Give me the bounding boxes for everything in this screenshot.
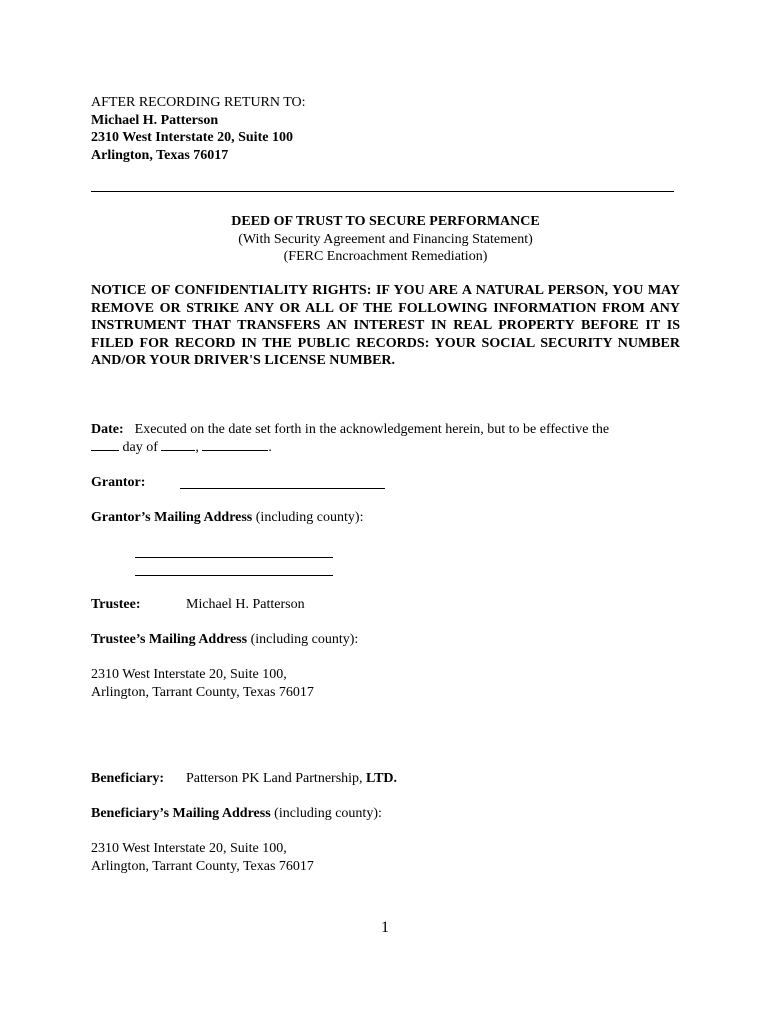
document-subtitle-2: (FERC Encroachment Remediation)	[283, 249, 488, 264]
trustee-address-note: (including county):	[250, 632, 359, 647]
date-period: .	[268, 440, 272, 455]
date-paragraph	[91, 421, 680, 439]
beneficiary-address-heading	[91, 805, 382, 823]
month-blank[interactable]	[161, 449, 195, 451]
grantor-label: Grantor:	[91, 475, 146, 490]
date-label: Date:	[91, 422, 124, 437]
beneficiary-name-suffix: LTD.	[366, 771, 398, 786]
trustee-address-line1: 2310 West Interstate 20, Suite 100,	[91, 667, 287, 682]
beneficiary-name-line	[186, 770, 397, 788]
beneficiary-address-note: (including county):	[274, 806, 382, 821]
grantor-address-heading	[91, 509, 363, 527]
document-subtitle-1: (With Security Agreement and Financing Statement)	[238, 231, 533, 247]
date-text-1: Executed on the date set forth in the acknowledgement herein, but to be effective the	[134, 422, 610, 437]
day-blank[interactable]	[91, 449, 119, 451]
trustee-label: Trustee:	[91, 597, 141, 612]
trustee-address	[91, 666, 314, 701]
trustee-address-line2: Arlington, Tarrant County, Texas 76017	[91, 684, 314, 700]
beneficiary-label: Beneficiary:	[91, 771, 165, 786]
grantor-address-blank-2[interactable]	[135, 575, 333, 576]
return-address-line1: 2310 West Interstate 20, Suite 100	[91, 130, 293, 145]
return-heading: AFTER RECORDING RETURN TO:	[91, 95, 306, 110]
beneficiary-address	[91, 840, 314, 875]
grantor-address-label: Grantor’s Mailing Address	[91, 510, 253, 525]
beneficiary-name: Patterson PK Land Partnership,	[186, 771, 363, 786]
grantor-address-note: (including county):	[255, 510, 364, 525]
date-comma: ,	[195, 440, 199, 455]
return-name: Michael H. Patterson	[91, 112, 219, 128]
date-line-2	[91, 439, 272, 457]
grantor-address-blank-1[interactable]	[135, 557, 333, 558]
confidentiality-notice: NOTICE OF CONFIDENTIALITY RIGHTS: IF YOU ARE A NATURAL PERSON, YOU MAY REMOVE OR STRIKE ANY OR ALL OF THE FOLLOWING INFORMATION FROM ANY INSTRUMENT THAT TRANSFERS AN INTEREST IN REAL PROPERTY BEFORE IT IS FILED FOR RECORD IN THE PUBLIC RECORDS: YOUR SOCIAL SECURITY NUMBER AND/OR YOUR DRIVER'S LICENSE NUMBER.	[91, 283, 680, 368]
date-text-2: day of	[122, 440, 158, 455]
grantor-name-blank[interactable]	[180, 488, 385, 489]
horizontal-rule	[91, 191, 674, 192]
return-address-line2: Arlington, Texas 76017	[91, 147, 229, 163]
year-blank[interactable]	[202, 449, 268, 451]
trustee-address-heading	[91, 631, 358, 649]
document-title-block	[91, 213, 680, 266]
beneficiary-address-line1: 2310 West Interstate 20, Suite 100,	[91, 841, 287, 856]
beneficiary-address-label: Beneficiary’s Mailing Address	[91, 806, 271, 821]
page-number: 1	[381, 919, 389, 936]
trustee-address-label: Trustee’s Mailing Address	[91, 632, 248, 647]
document-title: DEED OF TRUST TO SECURE PERFORMANCE	[231, 214, 540, 229]
return-block	[91, 94, 306, 164]
trustee-name: Michael H. Patterson	[186, 597, 305, 612]
beneficiary-address-line2: Arlington, Tarrant County, Texas 76017	[91, 858, 314, 874]
